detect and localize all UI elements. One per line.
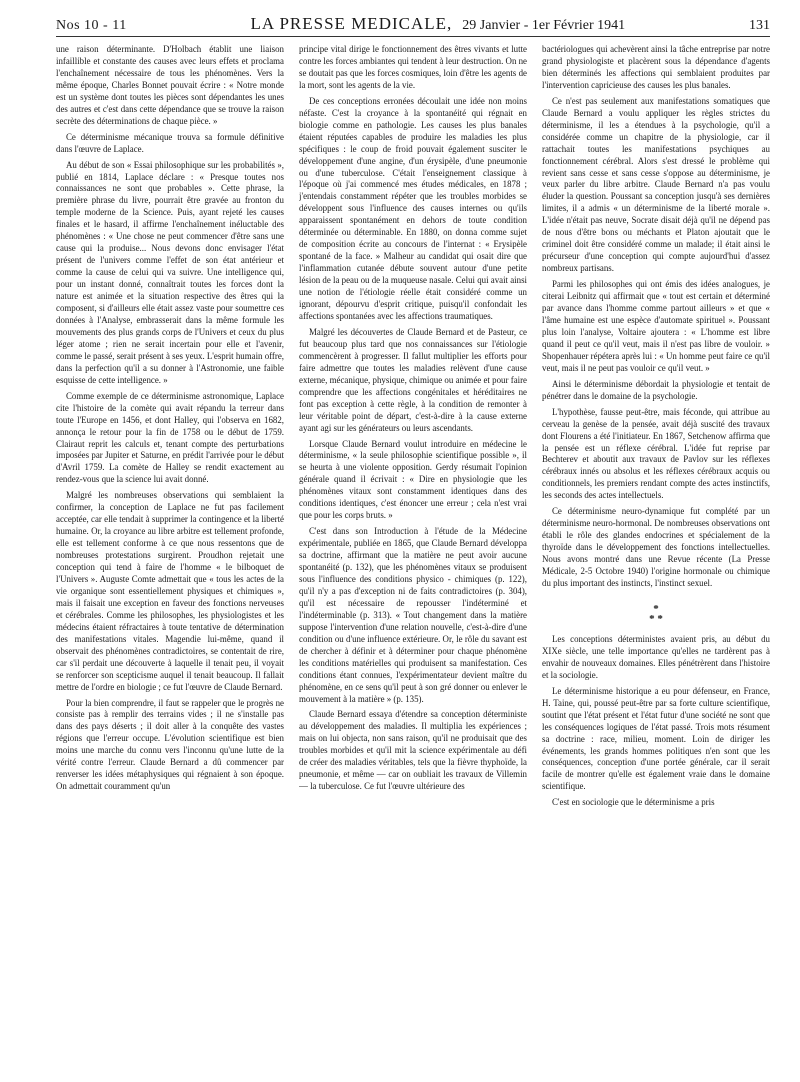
paragraph: C'est en sociologie que le déterminisme a pris	[552, 797, 715, 808]
issue-number: Nos 10 - 11	[56, 18, 127, 33]
paragraph: principe vital dirige le fonctionnement des êtres vivants et lutte contre les forces ambiantes qui tendent à leur destruction. On ne se doutait pas que les forces cosmiques, loin d'être les agents de la mort, sont les agents de la vie.	[299, 44, 527, 90]
paragraph: Le déterminisme historique a eu pour défenseur, en France, H. Taine, qui, poussé peut-être par sa forte culture scientifique, soutint que l'état présent et l'état futur d'une société ne sont que les conséquences logiques de l'état passé. Trois mots résument sa doctrine : race, milieu, moment. Loin de diriger les événements, les grands hommes politiques n'en sont que les conséquences, conception d'une portée générale, car il serait facile de montrer qu'elle est également vraie dans le domaine scientifique.	[542, 685, 770, 792]
paragraph: bactériologues qui achevèrent ainsi la tâche entreprise par notre grand physiologiste et placèrent sous la dépendance d'agents bien déterminés les affections qui semblaient produites par l'intervention capricieuse des causes les plus banales.	[542, 44, 770, 90]
running-header	[56, 14, 770, 37]
header-center	[251, 14, 626, 34]
journal-title: LA PRESSE MEDICALE,	[250, 14, 453, 33]
paragraph: Ce déterminisme neuro-dynamique fut complété par un déterminisme neuro-hormonal. De nombreuses observations ont établi le rôle des glandes endocrines et spécialement de la thyroïde dans le développement des fonctions intellectuelles. Nous avons montré dans une Revue récente (La Presse Médicale, 2-5 Octobre 1940) l'origine hormonale ou chimique du plus important des instincts, l'instinct sexuel.	[542, 506, 770, 588]
section-separator	[542, 604, 770, 624]
paragraph: Pour la bien comprendre, il faut se rappeler que le progrès ne consiste pas à remplir des terrains vides ; il ne s'installe pas dans des pays déserts ; il doit aller à la conquête des vastes régions que l'erreur occupe. L'évolution scientifique est bien moins une marche du connu vers l'inconnu qu'une lutte de la vérité contre l'erreur. Claude Bernard a dû commencer par renverser les idées métaphysiques qui régnaient à son époque. On admettait couramment qu'un	[56, 697, 284, 792]
paragraph: une raison déterminante. D'Holbach établit une liaison infaillible et constante des causes avec leurs effets et proclama l'enchaînement nécessaire de tous les phénomènes. Vers la même époque, Charles Bonnet pouvait écrire : « Notre monde est un système dont toutes les pièces sont dépendantes les unes des autres et c'est dans cette dépendance que se trouve la raison secrète des déterminations de chaque pièce. »	[56, 44, 284, 126]
paragraph: Claude Bernard essaya d'étendre sa conception déterministe au développement des maladies. Il multiplia les expériences ; mais on lui objecta, non sans raison, qu'il ne produisait que des troubles morbides et qu'il mit la science expérimentale au défi de créer des maladies véritables, tels que la fièvre thyphoïde, la pneumonie, et même — car on oubliait les travaux de Villemin — la tuberculose. Ce fut l'œuvre ultérieure des	[299, 709, 527, 792]
paragraph: Parmi les philosophes qui ont émis des idées analogues, je citerai Leibnitz qui affirmait que « tout est certain et déterminé par avance dans l'homme comme partout ailleurs » et que « l'âme humaine est une espèce d'automate spirituel ». Poussant plus loin l'analyse, Voltaire ajoutera : « L'homme est libre quand il peut ce qu'il veut, mais il n'est pas libre de vouloir. » Shopenhauer répétera après lui : « Un homme peut faire ce qu'il veut, mais il ne peut pas vouloir ce qu'il veut. »	[542, 279, 770, 373]
paragraph: Comme exemple de ce déterminisme astronomique, Laplace cite l'histoire de la comète qui avait répandu la terreur dans toute l'Europe en 1456, et dont Halley, qui l'observa en 1682, annonça le retour pour la fin de 1758 ou le début de 1759. Clairaut reprit les calculs et, tenant compte des perturbations imposées par Jupiter et Saturne, en prédit l'arrivée pour le début d'Avril 1759. La comète de Halley se rendit exactement au rendez-vous que la science lui avait donné.	[56, 390, 284, 485]
asterism-bottom: * *	[649, 612, 663, 625]
paragraph: Ce déterminisme mécanique trouva sa formule définitive dans l'œuvre de Laplace.	[56, 131, 284, 154]
paragraph: Ainsi le déterminisme débordait la physiologie et tentait de pénétrer dans le domaine de la psychologie.	[542, 378, 770, 401]
column-1	[56, 44, 284, 1066]
paragraph: De ces conceptions erronées découlait une idée non moins néfaste. C'est la croyance à la spontanéité qui régnait en biologie comme en pathologie. Les causes les plus banales étaient réputées capables de produire les maladies les plus spécifiques : le coup de froid pouvait également susciter le développement d'une angine, d'un érysipèle, d'une pneumonie ou d'une tuberculose. C'était l'enseignement classique à l'époque où j'ai commencé mes études médicales, en 1878 ; j'entendais constamment répéter que les troubles morbides se développent sous l'influence des causes internes ou qu'ils apparaissent spontanément en dehors de toute condition déterminée ou déterminable. En 1880, on donna comme sujet de composition écrite au concours de l'internat : « Erysipèle spontané de la face. » Malheur au candidat qui osait dire que l'inflammation cutanée débute souvent autour d'une petite lésion de la peau ou de la muqueuse nasale. Celui qui avait ainsi une notion de l'étiologie réelle était considéré comme un ignorant, dépourvu d'esprit critique, puisqu'il confondait les affections spontanées avec les affections traumatiques.	[299, 95, 527, 321]
paragraph: Malgré les découvertes de Claude Bernard et de Pasteur, ce fut beaucoup plus tard que nos connaissances sur l'étiologie commencèrent à progresser. Il fallut multiplier les efforts pour faire admettre que toutes les maladies relèvent d'une cause externe, mécanique, physique, chimique ou animée et pour faire comprendre que les affections congénitales et héréditaires ne font pas exception à cette règle, à la condition de remonter à leur véritable point de départ, c'est-à-dire à la cause externe ayant agi sur les générateurs ou leurs ascendants.	[299, 326, 527, 433]
issue-date: 29 Janvier - 1er Février 1941	[462, 18, 626, 33]
article-columns	[56, 44, 770, 1066]
paragraph: Au début de son « Essai philosophique sur les probabilités », publié en 1814, Laplace déclare : « Presque toutes nos connaissances ne sont que probables ». Cette phrase, la première phrase du livre, pourrait être gravée au fronton du temple moderne de la Science. Puis, ayant rejeté les causes finales et le hasard, il affirme l'enchaînement inéluctable des phénomènes : « Une chose ne peut commencer d'être sans une cause qui la produise... Nous devons donc envisager l'état présent de l'univers comme l'effet de son état antérieur et comme la cause de celui qui va suivre. Une intelligence qui, pour un instant donné, connaîtrait toutes les forces dont la nature est animée et la situation respective des êtres qui la composent, si d'ailleurs elle était assez vaste pour soumettre ces données à l'Analyse, embrasserait dans la même formule les mouvements des plus grands corps de l'Univers et ceux du plus léger atome ; rien ne serait incertain pour elle et l'avenir, comme le passé, serait présent à ses yeux. L'esprit humain offre, dans la perfection qu'il a su donner à l'Astronomie, une faible esquisse de cette intelligence. »	[56, 159, 284, 385]
paragraph: Lorsque Claude Bernard voulut introduire en médecine le déterminisme, « la seule philosophie scientifique possible », il se heurta à une violente opposition. Gerdy résumait l'opinion générale quand il écrivait : « Dire en physiologie que les phénomènes vitaux sont constamment identiques dans des conditions identiques, c'est énoncer une erreur ; cela n'est vrai que pour les corps bruts. »	[299, 438, 527, 521]
page-number: 131	[748, 18, 770, 33]
asterism-top: *	[653, 602, 659, 615]
paragraph: Malgré les nombreuses observations qui semblaient la confirmer, la conception de Laplace ne fut pas facilement acceptée, car elle tendait à supprimer la contingence et la liberté humaine. Or, la croyance au libre arbitre est tellement profonde, elle est tellement conforme à ce que nous ressentons que de nombreuses protestations surgirent. Proudhon rejetait une conception qui tend à faire de l'homme « le bilboquet de l'Univers ». Auguste Comte admettait que « tous les actes de la vie organique sont essentiellement physiques et chimiques », mais il faisait une exception en faveur des fonctions nerveuses et cérébrales. Comme les philosophes, les physiologistes et les médecins étaient réfractaires à toute tentative de détermination des manifestations vitales. Magendie lui-même, quand il observait des phénomènes contradictoires, se contentait de rire, car s'il perdait une découverte à laquelle il tenait peu, il voyait se renforcer son scepticisme auquel il tenait beaucoup. Il fallait mettre de l'ordre en biologie ; ce fut l'œuvre de Claude Bernard.	[56, 490, 284, 692]
paragraph: Ce n'est pas seulement aux manifestations somatiques que Claude Bernard a voulu appliquer les règles strictes du déterminisme, il les a étendues à la psychologie, qu'il a considérée comme un chapitre de la physiologie, car il rattachait toutes les manifestations psychiques au fonctionnement cérébral. Alors s'est dressé le problème qui revient sans cesse et sans cesse s'oppose au déterminisme, je veux parler du libre arbitre. Claude Bernard n'a pas voulu éluder la question. Poussant sa conception jusqu'à ses dernières limites, il a admis « un déterminisme de la liberté morale ». L'idée n'était pas neuve, Socrate disait déjà qu'il ne dépend pas de nous d'être bons ou méchants et Platon ajoutait que le criminel doit être considéré comme un malade; il était ainsi le précurseur d'une conception qui compte aujourd'hui d'assez nombreux partisans.	[542, 95, 770, 274]
column-3	[542, 44, 770, 1066]
paragraph: L'hypothèse, fausse peut-être, mais féconde, qui attribue au cerveau la genèse de la pensée, avait déjà suscité des travaux dont Flourens a été l'initiateur. En 1867, Setchenow affirma que la pensée est un réflexe cérébral. L'idée fut reprise par Bechterev et aboutit aux travaux de Pavlov sur les réflexes cérébraux innés ou absolus et les réflexes cérébraux acquis ou conditionnels, les premiers rendant compte des actes instinctifs, les seconds des actes intellectuels.	[542, 406, 770, 501]
paragraph: Les conceptions déterministes avaient pris, au début du XIXe siècle, une telle importance qu'elles ne tardèrent pas à envahir de nouveaux domaines. Elles pénétrèrent dans l'histoire et la sociologie.	[542, 633, 770, 680]
paragraph: C'est dans son Introduction à l'étude de la Médecine expérimentale, publiée en 1865, que Claude Bernard développa sa doctrine, affirmant que la matière ne peut avoir aucune spontanéité (p. 132), que les phénomènes vitaux se produisent sous l'influence des conditions physico - chimiques (p. 122), qu'il n'y a pas d'exception ni de faits contradictoires (p. 304), qu'il est nécessaire de repousser l'indéterminé et l'indéterminable (p. 313). « Tout changement dans la matière suppose l'intervention d'une relation nouvelle, c'est-à-dire d'une condition ou d'une influence extérieure. Or, le rôle du savant est de chercher à définir et à déterminer pour chaque phénomène les conditions matérielles qui produisent sa manifestation. Ces conditions étant connues, l'expérimentateur devient maître du phénomène, en ce sens qu'il peut à son gré donner ou enlever le mouvement à la matière » (p. 135).	[299, 526, 527, 704]
column-2	[299, 44, 527, 1066]
